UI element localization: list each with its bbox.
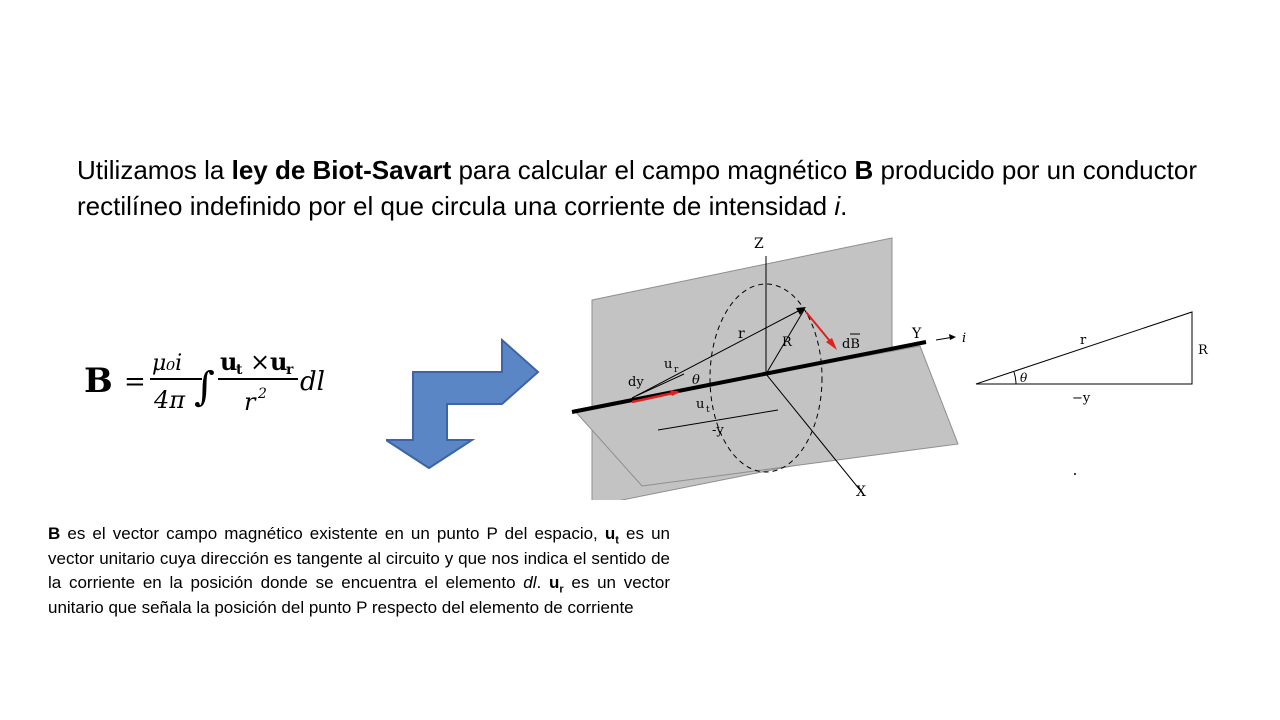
x-axis-label: X	[856, 484, 866, 500]
formula-ur-sub: r	[286, 362, 294, 378]
body-part: .	[536, 573, 549, 592]
formula-den-r: r	[244, 388, 256, 416]
formula-ut: u	[220, 347, 238, 376]
formula-lhs: B	[84, 361, 113, 401]
body-part: es un vector unitario que señala la posición del punto P respecto del elemento de corriente	[48, 573, 671, 617]
body-b: B	[48, 524, 61, 543]
body-ut	[604, 524, 619, 547]
formula-integral: ∫	[194, 364, 215, 410]
ut-label: u	[696, 397, 705, 412]
bent-arrow-icon	[386, 336, 542, 472]
arrow-shape	[386, 340, 538, 468]
body-ur-letter: u	[548, 573, 560, 592]
current-arrowhead	[949, 334, 956, 340]
formula-cross: ×	[250, 348, 271, 376]
r-label: r	[738, 326, 745, 342]
title-italic-i: i	[834, 191, 841, 221]
explanation-paragraph	[48, 522, 670, 620]
title-part: producido por un conductor rectilíneo indefinido por el que circula una corriente de intensidad	[77, 155, 1197, 221]
body-ur	[548, 573, 564, 596]
title-bold-b: B	[854, 155, 874, 185]
dB-label: dB	[842, 337, 860, 352]
title-part: para calcular el campo magnético	[451, 155, 855, 185]
body-part: es el vector campo magnético existente en un punto P del espacio,	[60, 524, 605, 543]
formula-equals: =	[124, 367, 146, 397]
formula-numerator: μ₀i	[152, 351, 183, 376]
triangle-theta: θ	[1020, 371, 1028, 385]
formula-den-exp: 2	[258, 386, 267, 402]
body-ut-letter: u	[604, 524, 616, 543]
ut-sub: t	[706, 405, 710, 415]
slide-title	[77, 152, 1197, 224]
title-part: Utilizamos la	[77, 155, 232, 185]
formula-dl: dl	[300, 367, 325, 397]
theta-arc	[1014, 372, 1016, 384]
R-label: R	[782, 335, 792, 350]
ur-sub: r	[674, 365, 679, 375]
ur-label: u	[664, 357, 673, 372]
y-axis-label: Y	[912, 326, 922, 342]
body-ur-sub: r	[559, 583, 564, 596]
triangle-r: r	[1080, 333, 1087, 348]
dy-label: dy	[628, 375, 644, 390]
current-label: i	[962, 331, 967, 346]
z-axis-label: Z	[754, 236, 764, 252]
biot-savart-3d-diagram	[560, 228, 980, 500]
title-bold-law: ley de Biot-Savart	[231, 155, 452, 185]
triangle-shape	[976, 312, 1192, 384]
right-triangle-diagram	[972, 306, 1222, 482]
formula-ur: u	[270, 347, 288, 376]
body-ut-sub: t	[615, 534, 619, 547]
biot-savart-formula	[84, 338, 374, 422]
title-part: .	[840, 191, 848, 221]
stray-dot	[1074, 473, 1076, 475]
body-dl: dl	[523, 573, 537, 592]
body-part: es un vector unitario cuya dirección es tangente al circuito y que nos indica el sentido de la corriente en la posición donde se encuentra el elemento	[48, 524, 671, 592]
theta-label: θ	[692, 373, 700, 388]
triangle-neg-y: −y	[1072, 391, 1091, 406]
neg-y-label: -y	[712, 423, 724, 438]
formula-denominator: 4π	[154, 386, 186, 414]
formula-ut-sub: t	[236, 362, 243, 378]
triangle-R: R	[1198, 343, 1208, 358]
